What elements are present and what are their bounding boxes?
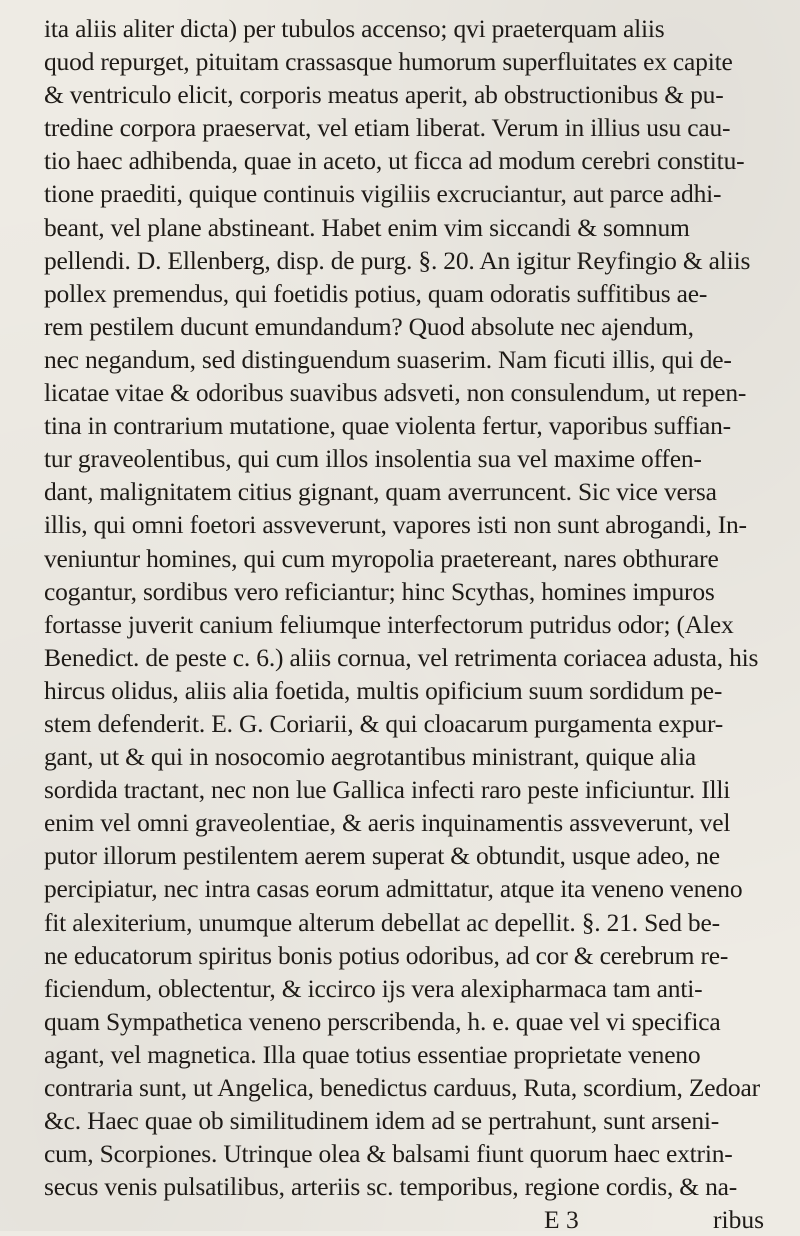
text-line: tio haec adhibenda, quae in aceto, ut ficca ad modum cerebri constitu- xyxy=(44,146,745,176)
text-line: cogantur, sordibus vero reficiantur; hinc Scythas, homines impuros xyxy=(44,576,715,606)
text-line: dant, malignitatem citius gignant, quam averruncent. Sic vice versa xyxy=(44,477,717,507)
text-line: enim vel omni graveolentiae, & aeris inquinamentis assveverunt, vel xyxy=(44,808,731,838)
text-line: tredine corpora praeservat, vel etiam liberat. Verum in illius usu cau- xyxy=(44,113,731,143)
text-line: & ventriculo elicit, corporis meatus aperit, ab obstructionibus & pu- xyxy=(44,80,724,110)
catchword: ribus xyxy=(713,1205,764,1235)
text-line: stem defenderit. E. G. Coriarii, & qui cloacarum purgamenta expur- xyxy=(44,708,724,738)
text-line: illis, qui omni foetori assveverunt, vapores isti non sunt abrogandi, In- xyxy=(44,510,747,540)
text-line: percipiatur, nec intra casas eorum admittatur, atque ita veneno veneno xyxy=(44,874,743,904)
latin-text-block xyxy=(44,12,772,1236)
text-line: fortasse juverit canium feliumque interfectorum putridus odor; (Alex xyxy=(44,609,734,639)
text-line: veniuntur homines, qui cum myropolia praetereant, nares obthurare xyxy=(44,543,719,573)
text-line: &c. Haec quae ob similitudinem idem ad se pertrahunt, sunt arseni- xyxy=(44,1106,720,1136)
text-line: beant, vel plane abstineant. Habet enim vim siccandi & somnum xyxy=(44,212,690,242)
text-line: tina in contrarium mutatione, quae violenta fertur, vaporibus suffian- xyxy=(44,411,731,441)
text-line: tione praediti, quique continuis vigiliis excruciantur, aut parce adhi- xyxy=(44,179,722,209)
text-line: nec negandum, sed distinguendum suaserim. Nam ficuti illis, qui de- xyxy=(44,344,732,374)
text-line: hircus olidus, aliis alia foetida, multis opificium suum sordidum pe- xyxy=(44,675,723,705)
text-line: secus venis pulsatilibus, arteriis sc. temporibus, regione cordis, & na- xyxy=(44,1172,738,1202)
text-line: ficiendum, oblectentur, & iccirco ijs vera alexipharmaca tam anti- xyxy=(44,973,703,1003)
text-line: Benedict. de peste c. 6.) aliis cornua, vel retrimenta coriacea adusta, his xyxy=(44,642,759,672)
text-line: licatae vitae & odoribus suavibus adsveti, non consulendum, ut repen- xyxy=(44,378,747,408)
text-line: gant, ut & qui in nosocomio aegrotantibus ministrant, quique alia xyxy=(44,742,697,772)
text-line: quod repurget, pituitam crassasque humorum superfluitates ex capite xyxy=(44,47,733,77)
signature-mark: E 3 xyxy=(544,1205,579,1235)
text-line: sordida tractant, nec non lue Gallica infecti raro peste inficiuntur. Illi xyxy=(44,775,731,805)
text-line: ne educatorum spiritus bonis potius odoribus, ad cor & cerebrum re- xyxy=(44,940,729,970)
text-line: pollex premendus, qui foetidis potius, quam odoratis suffitibus ae- xyxy=(44,278,708,308)
text-line: ita aliis aliter dicta) per tubulos accenso; qvi praeterquam aliis xyxy=(44,14,665,43)
page-footer xyxy=(44,1203,772,1236)
text-line: agant, vel magnetica. Illa quae totius essentiae proprietate veneno xyxy=(44,1039,701,1069)
text-line: cum, Scorpiones. Utrinque olea & balsami fiunt quorum haec extrin- xyxy=(44,1139,733,1169)
text-line: putor illorum pestilentem aerem superat & obtundit, usque adeo, ne xyxy=(44,841,720,871)
text-line: quam Sympathetica veneno perscribenda, h. e. quae vel vi specifica xyxy=(44,1006,721,1036)
text-line: tur graveolentibus, qui cum illos insolentia sua vel maxime offen- xyxy=(44,444,702,474)
text-line: contraria sunt, ut Angelica, benedictus carduus, Ruta, scordium, Zedoar xyxy=(44,1073,760,1102)
text-line: rem pestilem ducunt emundandum? Quod absolute nec ajendum, xyxy=(44,311,694,341)
text-line: fit alexiterium, unumque alterum debellat ac depellit. §. 21. Sed be- xyxy=(44,907,720,937)
text-line: pellendi. D. Ellenberg, disp. de purg. §. 20. An igitur Reyfingio & aliis xyxy=(44,245,751,275)
